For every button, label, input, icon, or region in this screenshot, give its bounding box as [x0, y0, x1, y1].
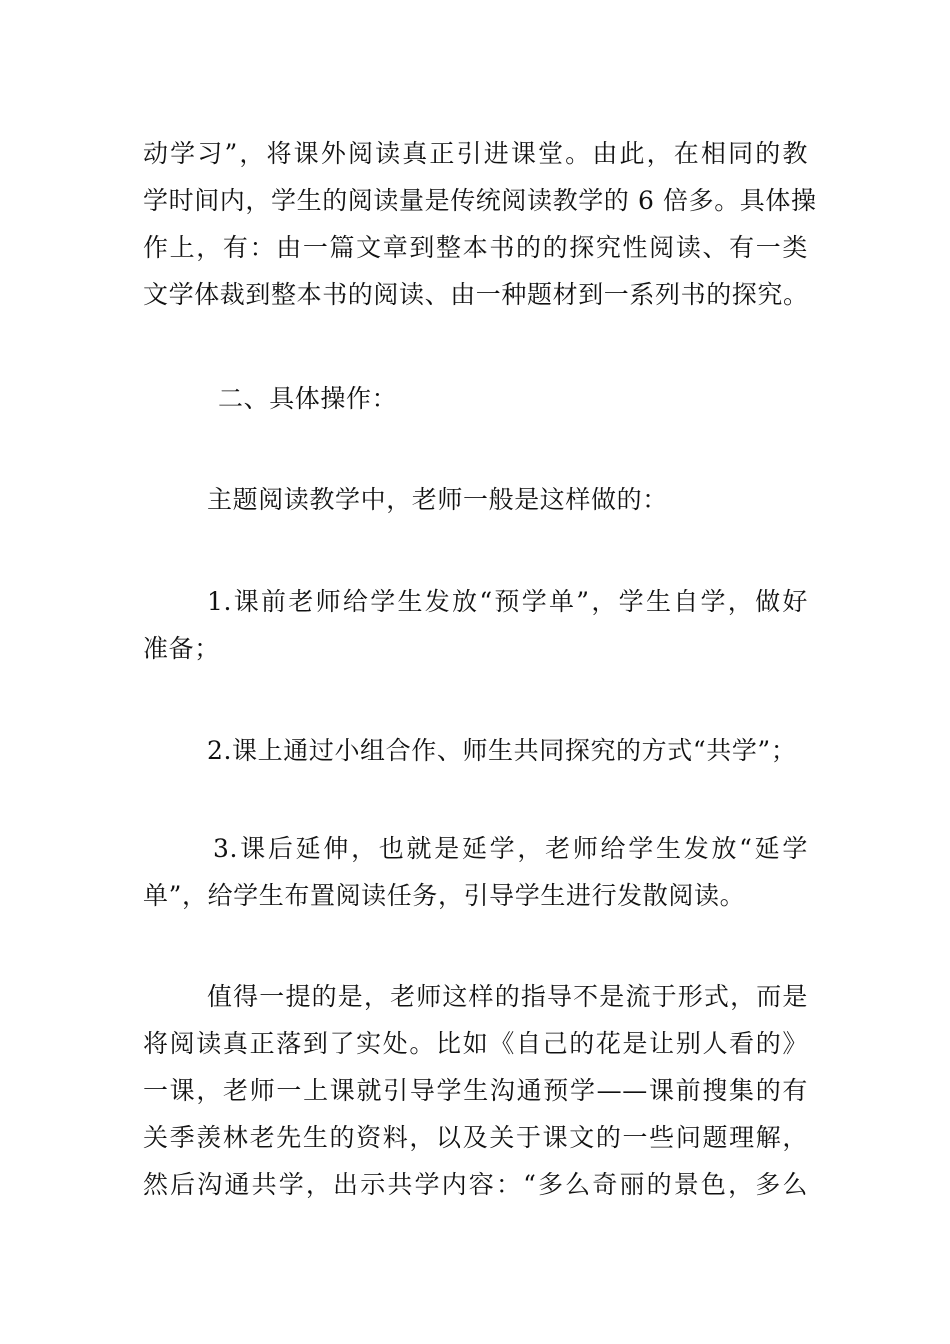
text-line: 然后沟通共学，出示共学内容：“多么奇丽的景色，多么: [143, 1170, 808, 1199]
text-line: 作上，有：由一篇文章到整本书的的探究性阅读、有一类: [143, 233, 808, 262]
heading-text: 二、具体操作：: [218, 384, 398, 413]
text-line: 单”，给学生布置阅读任务，引导学生进行发散阅读。: [143, 881, 746, 910]
paragraph-example: [143, 973, 808, 1208]
list-item-3: [143, 825, 808, 919]
text-line: 准备；: [143, 634, 220, 663]
text-line: 主题阅读教学中，老师一般是这样做的：: [207, 485, 668, 514]
text-line: 文学体裁到整本书的阅读、由一种题材到一系列书的探究。: [143, 280, 809, 309]
text-line: 一课，老师一上课就引导学生沟通预学——课前搜集的有: [143, 1076, 808, 1105]
text-line: 学时间内，学生的阅读量是传统阅读教学的 6 倍多。具体操: [143, 186, 817, 215]
text-line: 1.课前老师给学生发放“预学单”，学生自学，做好: [207, 587, 808, 616]
section-heading: [143, 375, 808, 422]
text-line: 值得一提的是，老师这样的指导不是流于形式，而是: [207, 982, 808, 1011]
text-line: 关季羡林老先生的资料，以及关于课文的一些问题理解，: [143, 1123, 808, 1152]
list-item-2: [143, 727, 808, 774]
paragraph-intro-continued: [143, 130, 817, 318]
paragraph-method-intro: [143, 476, 808, 523]
text-line: 3.课后延伸，也就是延学，老师给学生发放“延学: [213, 834, 808, 863]
text-line: 将阅读真正落到了实处。比如《自己的花是让别人看的》: [143, 1029, 808, 1058]
text-line: 动学习”，将课外阅读真正引进课堂。由此，在相同的教: [143, 139, 808, 168]
text-line: 2.课上通过小组合作、师生共同探究的方式“共学”；: [207, 736, 797, 765]
list-item-1: [143, 578, 808, 672]
